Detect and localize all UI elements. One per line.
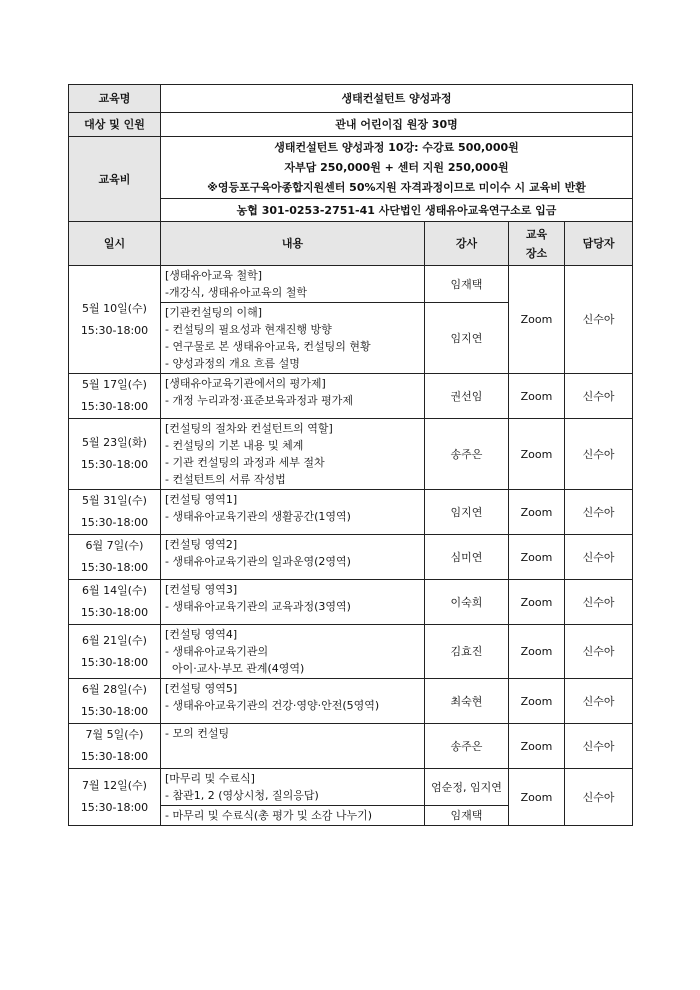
session-place: Zoom	[509, 769, 565, 826]
session-time: 15:30-18:00	[80, 458, 149, 471]
session-row	[69, 724, 633, 769]
session-manager: 신수아	[565, 490, 633, 535]
session-place: Zoom	[509, 679, 565, 724]
content-line: [컨설팅 영역4]	[165, 628, 238, 641]
course-name: 생태컨설턴트 양성과정	[161, 85, 633, 113]
session-date	[69, 679, 161, 724]
content-line: 아이·교사·부모 관계(4영역)	[165, 662, 305, 675]
content-line: - 연구물로 본 생태유아교육, 컨설팅의 현황	[165, 340, 371, 353]
content-line: [생태유아교육기관에서의 평가제]	[165, 377, 326, 390]
content-line: [컨설팅 영역5]	[165, 682, 238, 695]
session-content	[161, 303, 425, 374]
fee-details	[161, 137, 633, 199]
session-time: 15:30-18:00	[80, 516, 149, 529]
header-place: 교육 장소	[509, 222, 565, 266]
session-row	[69, 679, 633, 724]
header-date: 일시	[69, 222, 161, 266]
session-row	[69, 266, 633, 303]
session-date	[69, 769, 161, 826]
session-time: 15:30-18:00	[80, 561, 149, 574]
session-content	[161, 490, 425, 535]
session-time: 15:30-18:00	[80, 606, 149, 619]
session-place: Zoom	[509, 490, 565, 535]
session-content	[161, 679, 425, 724]
session-day: 7월 12일(수)	[82, 779, 147, 792]
content-line: - 참관1, 2 (영상시청, 질의응답)	[165, 789, 319, 802]
session-date	[69, 490, 161, 535]
target-label: 대상 및 인원	[69, 113, 161, 137]
content-line: [컨설팅의 절차와 컨설턴트의 역할]	[165, 422, 333, 435]
content-line: -개강식, 생태유아교육의 철학	[165, 286, 307, 299]
session-date	[69, 374, 161, 419]
target-row	[69, 113, 633, 137]
fee-row	[69, 137, 633, 199]
session-time: 15:30-18:00	[80, 323, 149, 337]
content-line: [컨설팅 영역2]	[165, 538, 238, 551]
session-content	[161, 535, 425, 580]
session-content	[161, 724, 425, 769]
content-line: - 생태유아교육기관의 생활공간(1영역)	[165, 510, 351, 523]
session-place: Zoom	[509, 580, 565, 625]
session-date	[69, 724, 161, 769]
session-time: 15:30-18:00	[80, 801, 149, 814]
fee-line: 생태컨설턴트 양성과정 10강: 수강료 500,000원	[274, 140, 519, 154]
session-date	[69, 625, 161, 679]
session-instructor: 임지연	[425, 490, 509, 535]
session-place: Zoom	[509, 625, 565, 679]
session-day: 5월 10일(수)	[82, 301, 147, 315]
session-instructor: 이숙희	[425, 580, 509, 625]
session-place: Zoom	[509, 724, 565, 769]
fee-line: 자부담 250,000원 + 센터 지원 250,000원	[284, 160, 509, 174]
content-line: [컨설팅 영역3]	[165, 583, 238, 596]
content-line: - 모의 컨설팅	[165, 727, 230, 740]
session-place: Zoom	[509, 419, 565, 490]
fee-label: 교육비	[69, 137, 161, 222]
session-manager: 신수아	[565, 724, 633, 769]
target-value: 관내 어린이집 원장 30명	[161, 113, 633, 137]
content-line: - 생태유아교육기관의 건강·영양·안전(5영역)	[165, 699, 380, 712]
bank-account: 농협 301-0253-2751-41 사단법인 생태유아교육연구소로 입금	[161, 199, 633, 222]
content-line: - 양성과정의 개요 흐름 설명	[165, 357, 300, 370]
session-content	[161, 419, 425, 490]
session-instructor: 권선임	[425, 374, 509, 419]
header-manager: 담당자	[565, 222, 633, 266]
session-instructor: 김효진	[425, 625, 509, 679]
course-row	[69, 85, 633, 113]
session-row	[69, 490, 633, 535]
session-row	[69, 580, 633, 625]
session-manager: 신수아	[565, 419, 633, 490]
session-content	[161, 625, 425, 679]
session-instructor: 심미연	[425, 535, 509, 580]
fee-line: ※영등포구육아종합지원센터 50%지원 자격과정이므로 미이수 시 교육비 반환	[207, 180, 586, 194]
content-line: - 마무리 및 수료식(총 평가 및 소감 나누기)	[165, 809, 373, 822]
content-line: - 컨설팅의 필요성과 현재진행 방향	[165, 323, 332, 336]
session-instructor: 임재택	[425, 266, 509, 303]
session-manager: 신수아	[565, 625, 633, 679]
session-date	[69, 266, 161, 374]
schedule-header-row	[69, 222, 633, 266]
session-instructor: 최숙현	[425, 679, 509, 724]
session-place: Zoom	[509, 535, 565, 580]
session-manager: 신수아	[565, 679, 633, 724]
session-day: 6월 21일(수)	[82, 633, 147, 647]
session-day: 6월 14일(수)	[82, 584, 147, 597]
session-time: 15:30-18:00	[80, 750, 149, 763]
session-instructor: 엄순정, 임지연	[425, 769, 509, 806]
session-instructor: 송주은	[425, 419, 509, 490]
content-line: - 생태유아교육기관의 교육과정(3영역)	[165, 600, 351, 613]
session-time: 15:30-18:00	[80, 400, 149, 413]
session-instructor: 임지연	[425, 303, 509, 374]
content-line: - 생태유아교육기관의	[165, 645, 269, 658]
session-place: Zoom	[509, 374, 565, 419]
content-line: [기관컨설팅의 이해]	[165, 306, 263, 319]
session-row	[69, 625, 633, 679]
session-row	[69, 419, 633, 490]
schedule-table	[68, 84, 633, 826]
session-row	[69, 769, 633, 806]
course-label: 교육명	[69, 85, 161, 113]
session-content	[161, 806, 425, 826]
session-instructor: 임재택	[425, 806, 509, 826]
session-content	[161, 374, 425, 419]
header-content: 내용	[161, 222, 425, 266]
session-day: 5월 17일(수)	[82, 378, 147, 391]
session-instructor: 송주은	[425, 724, 509, 769]
session-manager: 신수아	[565, 266, 633, 374]
session-manager: 신수아	[565, 769, 633, 826]
header-instructor: 강사	[425, 222, 509, 266]
content-line: - 컨설턴트의 서류 작성법	[165, 473, 286, 486]
session-manager: 신수아	[565, 535, 633, 580]
session-content	[161, 769, 425, 806]
session-day: 7월 5일(수)	[85, 728, 144, 741]
session-place: Zoom	[509, 266, 565, 374]
session-content	[161, 266, 425, 303]
session-date	[69, 580, 161, 625]
session-day: 5월 23일(화)	[82, 436, 147, 449]
session-day: 6월 7일(수)	[85, 539, 144, 552]
content-line: - 개정 누리과정·표준보육과정과 평가제	[165, 394, 353, 407]
session-time: 15:30-18:00	[80, 655, 149, 669]
session-row	[69, 535, 633, 580]
session-day: 6월 28일(수)	[82, 683, 147, 696]
session-time: 15:30-18:00	[80, 705, 149, 718]
session-date	[69, 419, 161, 490]
session-content	[161, 580, 425, 625]
content-line: [컨설팅 영역1]	[165, 493, 238, 506]
session-day: 5월 31일(수)	[82, 494, 147, 507]
content-line: - 기관 컨설팅의 과정과 세부 절차	[165, 456, 325, 469]
content-line: [마무리 및 수료식]	[165, 772, 255, 785]
content-line: - 생태유아교육기관의 일과운영(2영역)	[165, 555, 351, 568]
session-manager: 신수아	[565, 580, 633, 625]
content-line: - 컨설팅의 기본 내용 및 체계	[165, 439, 304, 452]
session-manager: 신수아	[565, 374, 633, 419]
session-date	[69, 535, 161, 580]
content-line: [생태유아교육 철학]	[165, 269, 263, 282]
session-row	[69, 374, 633, 419]
